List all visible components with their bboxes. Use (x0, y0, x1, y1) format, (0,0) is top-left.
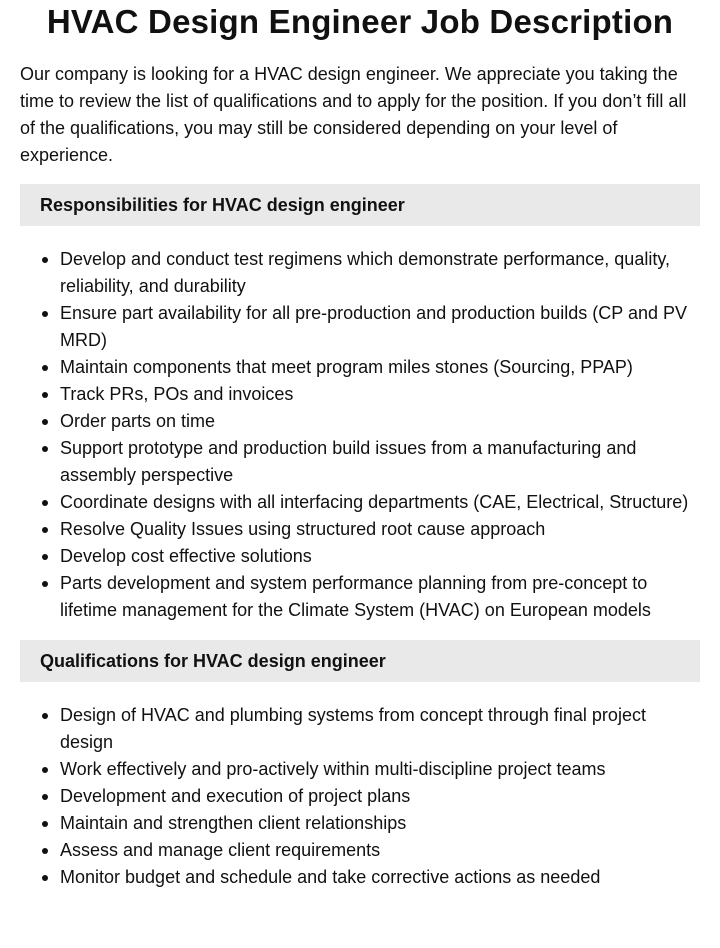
list-item: Coordinate designs with all interfacing departments (CAE, Electrical, Structure) (60, 489, 696, 516)
list-item: Design of HVAC and plumbing systems from concept through final project design (60, 702, 696, 756)
qualifications-heading: Qualifications for HVAC design engineer (20, 640, 700, 682)
list-item: Develop and conduct test regimens which demonstrate performance, quality, reliability, and durability (60, 246, 696, 300)
list-item: Resolve Quality Issues using structured root cause approach (60, 516, 696, 543)
list-item: Assess and manage client requirements (60, 837, 696, 864)
list-item: Maintain components that meet program miles stones (Sourcing, PPAP) (60, 354, 696, 381)
list-item: Track PRs, POs and invoices (60, 381, 696, 408)
list-item: Parts development and system performance planning from pre-concept to lifetime management for the Climate System (HVAC) on European models (60, 570, 696, 624)
qualifications-list (20, 702, 700, 891)
list-item: Develop cost effective solutions (60, 543, 696, 570)
list-item: Development and execution of project plans (60, 783, 696, 810)
list-item: Ensure part availability for all pre-production and production builds (CP and PV MRD) (60, 300, 696, 354)
intro-paragraph: Our company is looking for a HVAC design engineer. We appreciate you taking the time to review the list of qualifications and to apply for the position. If you don’t fill all of the qualifications, you may still be considered depending on your level of experience. (20, 64, 687, 165)
list-item: Monitor budget and schedule and take corrective actions as needed (60, 864, 696, 891)
list-item: Support prototype and production build issues from a manufacturing and assembly perspective (60, 435, 696, 489)
page-title: HVAC Design Engineer Job Description (46, 3, 674, 40)
responsibilities-list (20, 246, 700, 624)
list-item: Order parts on time (60, 408, 696, 435)
responsibilities-heading: Responsibilities for HVAC design engineer (20, 184, 700, 226)
list-item: Work effectively and pro-actively within multi-discipline project teams (60, 756, 696, 783)
list-item: Maintain and strengthen client relationships (60, 810, 696, 837)
